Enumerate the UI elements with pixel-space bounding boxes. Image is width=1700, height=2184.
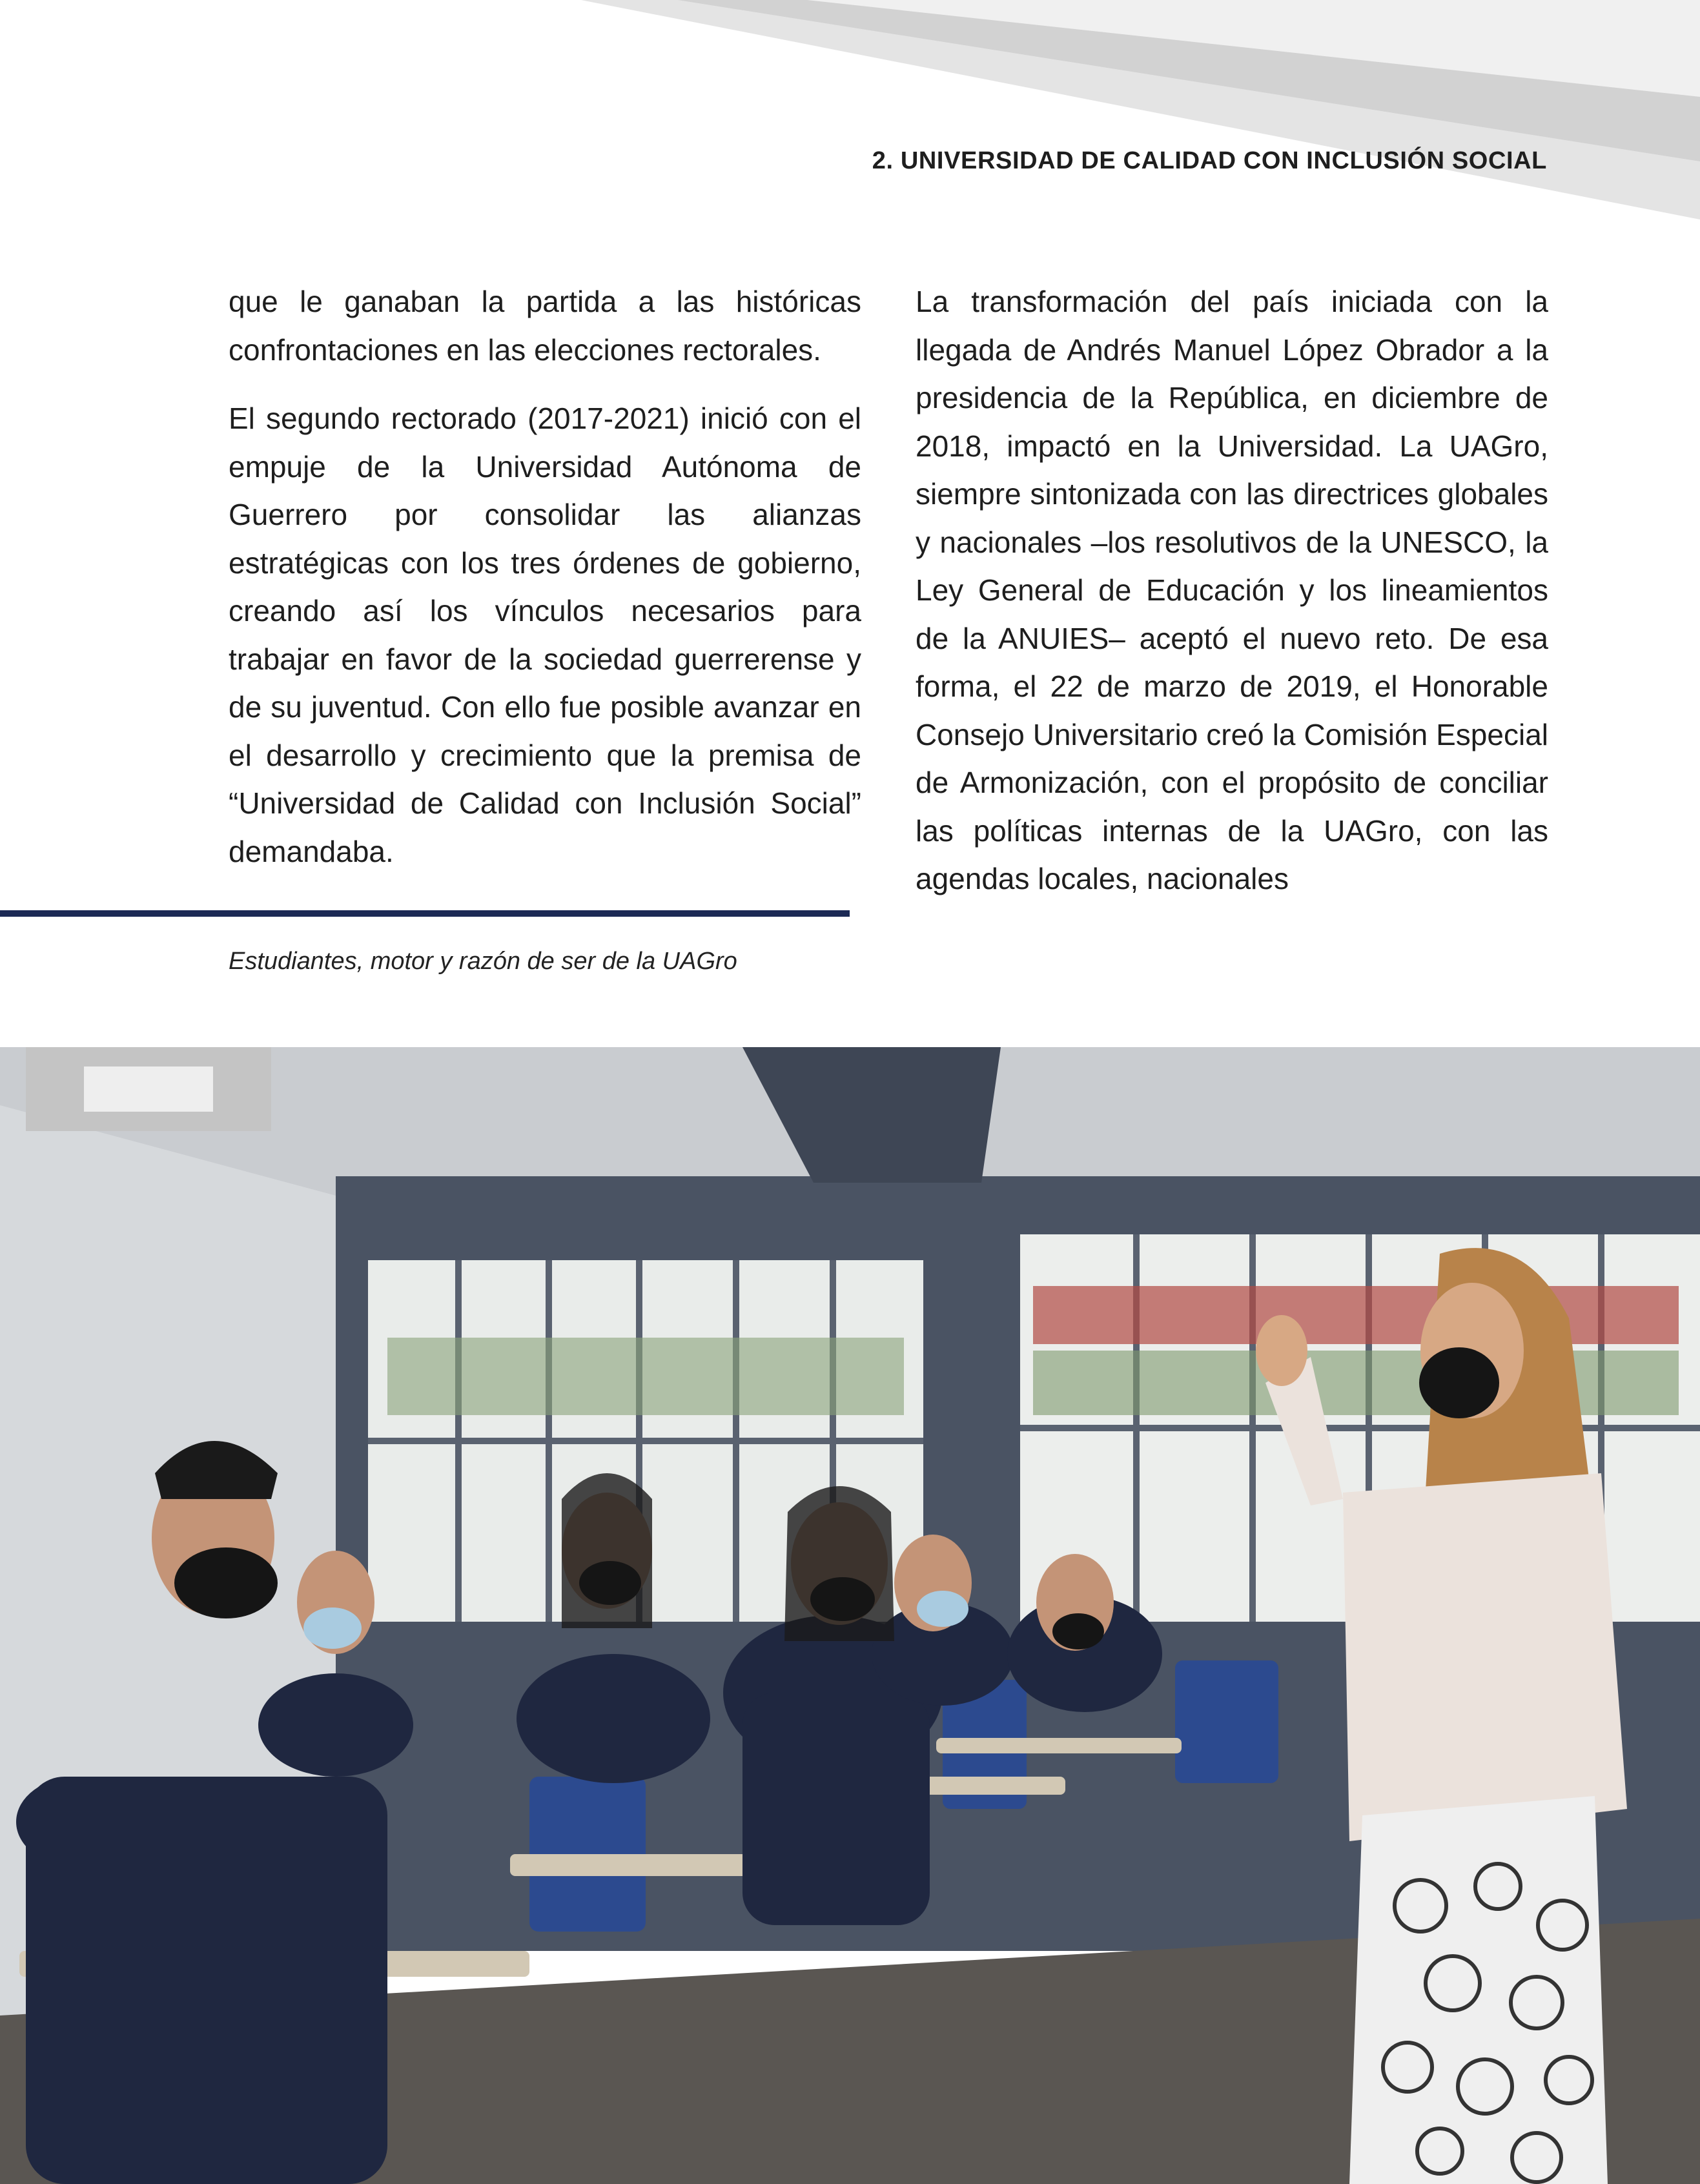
left-text-column	[229, 278, 861, 896]
classroom-photo	[0, 1047, 1700, 2184]
right-text-column	[916, 278, 1548, 924]
paragraph: La transformación del país iniciada con la llegada de Andrés Manuel López Obrador a la presidencia de la República, en diciembre de 2018, impactó en la Universidad. La UAGro, siempre sintonizada con las directrices globales y nacionales –los resolutivos de la UNESCO, la Ley General de Educación y los lineamientos de la ANUIES– aceptó el nuevo reto. De esa forma, el 22 de marzo de 2019, el Honorable Consejo Universitario creó la Comisión Especial de Armonización, con el propósito de conciliar las políticas internas de la UAGro, con las agendas locales, nacionales	[916, 285, 1548, 895]
paragraph: El segundo rectorado (2017-2021) inició con el empuje de la Universidad Autónoma de Guerrero por consolidar las alianzas estratégicas con los tres órdenes de gobierno, creando así los vínculos necesarios para trabajar en favor de la sociedad guerrerense y de su juventud. Con ello fue posible avanzar en el desarrollo y crecimiento que la premisa de “Universidad de Calidad con Inclusión Social” demandaba.	[229, 402, 861, 868]
paragraph: que le ganaban la partida a las históricas confrontaciones en las elecciones rectorales.	[229, 285, 861, 367]
caption-divider	[0, 910, 850, 917]
corner-decoration	[0, 0, 1700, 232]
figure-caption: Estudiantes, motor y razón de ser de la UAGro	[229, 948, 737, 975]
section-title: 2. UNIVERSIDAD DE CALIDAD CON INCLUSIÓN SOCIAL	[872, 147, 1547, 174]
